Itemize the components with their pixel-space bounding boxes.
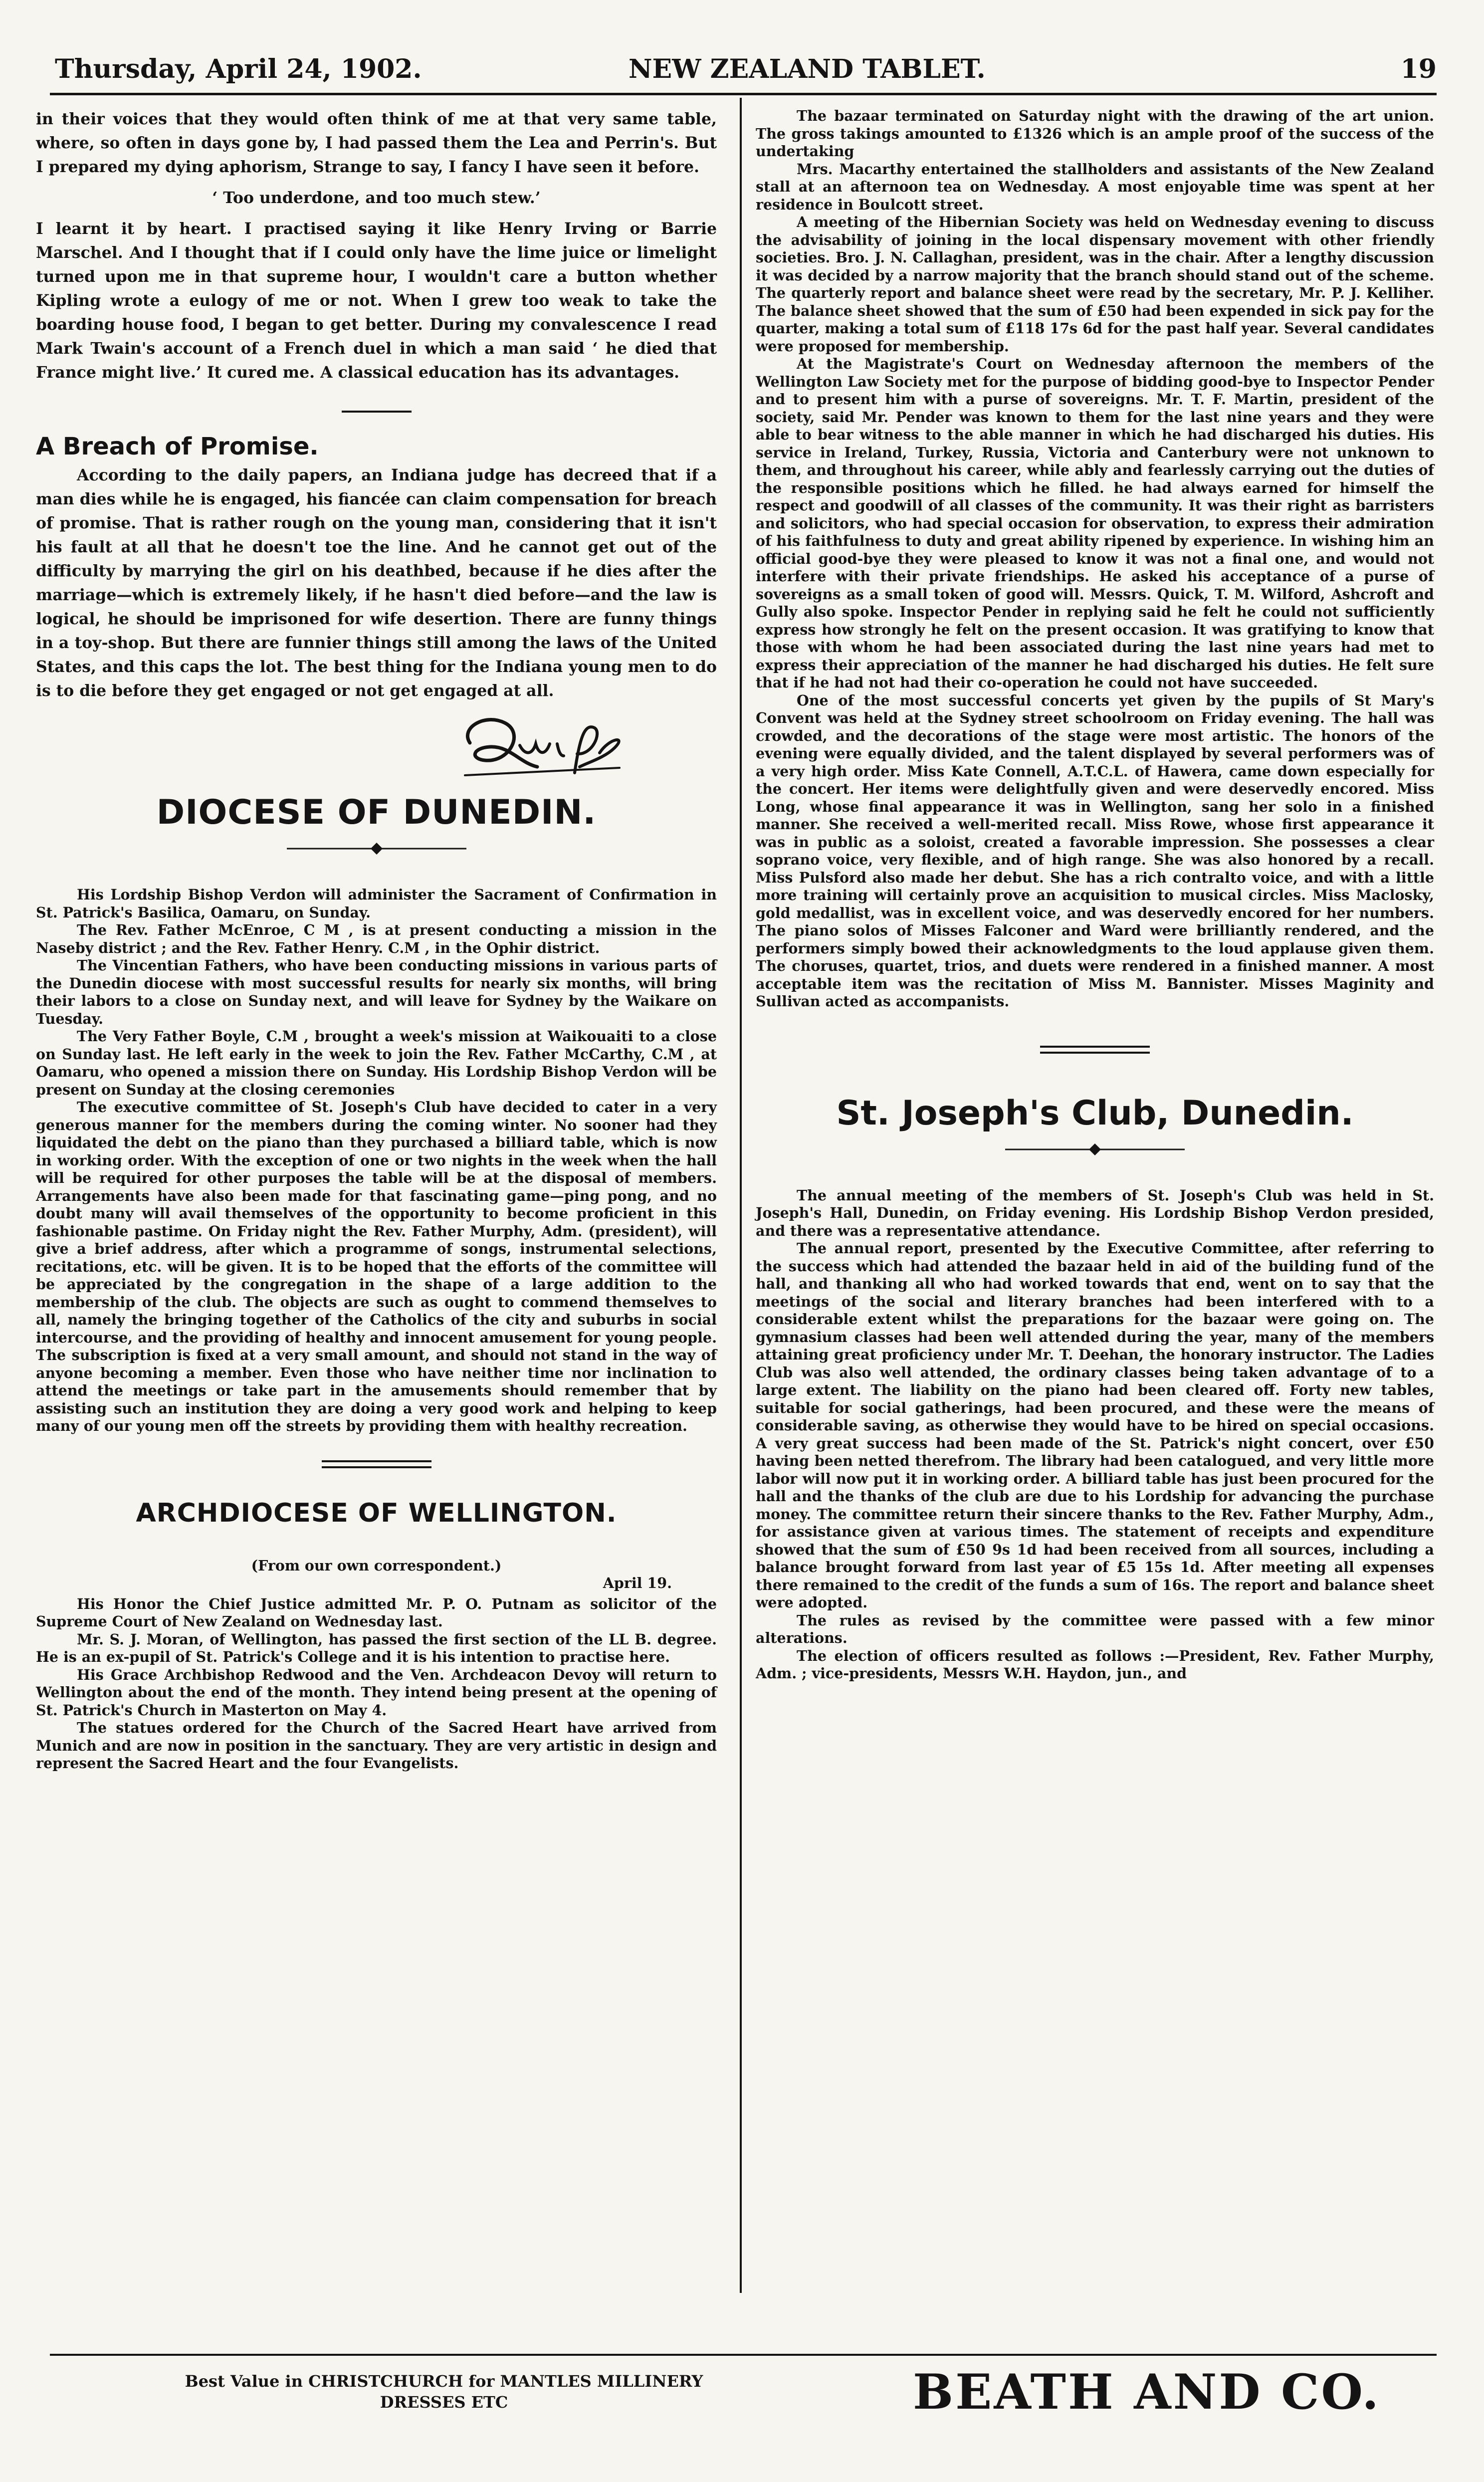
- footer-advert: [120, 2371, 768, 2413]
- aphorism-quote: ‘ Too underdone, and too much stew.’: [212, 189, 541, 207]
- wellington-continued: [756, 107, 1434, 1011]
- news-item: The executive committee of St. Joseph's Club have decided to cater in a very generous manner for the members during the coming winter. No sooner had they liquidated the debt on the piano than they purchased a billiard table, which is now in working order. With the exception of one or two nights in the week when the hall will be required for other purposes the table will be at the disposal of members. Arrangements have also been made for that fascinating game—ping pong, and no doubt many will avail themselves of the opportunity to become proficient in this fashionable pastime. On Friday night the Rev. Father Murphy, Adm. (president), will give a brief address, after which a programme of songs, instrumental selections, recitations, etc. will be given. It is to be hoped that the efforts of the committee will be appreciated by the congregation in the shape of a large addition to the membership of the club. The objects are such as ought to commend themselves to all, namely the bringing together of the Catholics of the city and suburbs in social intercourse, and the providing of healthy and innocent amusement for young people. The subscription is fixed at a very small amount, and should not stand in the way of anyone becoming a member. Even those who have neither time nor inclination to attend the meetings or take part in the amusements should remember that by assisting such an institution they are doing a very good work and helping to keep many of our young men off the streets by providing them with healthy recreation.: [36, 1099, 717, 1434]
- double-rule: [1040, 1046, 1150, 1054]
- newspaper-title: NEW ZEALAND TABLET.: [629, 54, 986, 84]
- wellington-news: [36, 1595, 717, 1773]
- correspondent-byline: (From our own correspondent.): [251, 1557, 502, 1574]
- advertiser-name: BEATH AND CO.: [913, 2364, 1381, 2420]
- right-column: [756, 107, 1434, 1683]
- advert-line-2: DRESSES ETC: [380, 2393, 508, 2412]
- news-item: The bazaar terminated on Saturday night with the drawing of the art union. The gross takings amounted to £1326 which is an ample proof of the success of the undertaking: [756, 107, 1434, 160]
- news-item: At the Magistrate's Court on Wednesday afternoon the members of the Wellington Law Society met for the purpose of bidding good-bye to Inspector Pender and to present him with a purse of sovereigns. Mr. T. F. Martin, president of the society, said Mr. Pender was known to them for the last nine years and they were able to bear witness to the able manner in which he had discharged his duties. His service in Ireland, Turkey, Russia, Victoria and Canterbury were not unknown to them, and throughout his career, while ably and fearlessly carrying out the duties of the responsible positions which he filled. he had always earned for himself the respect and goodwill of all classes of the community. It was their right as barristers and solicitors, who had special occasion for observation, to express their admiration of his faithfulness to duty and great ability ripened by experience. In wishing him an official good-bye they were pleased to know it was not a final one, and would not interfere with their private friendships. He asked his acceptance of a purse of sovereigns as a small token of good will. Messrs. Quick, T. M. Wilford, Ashcroft and Gully also spoke. Inspector Pender in replying said he felt he could not sufficiently express how strongly he felt on the present occasion. It was gratifying to know that those with whom he had been associated during the last nine years had met to express their appreciation of the manner he had discharged his duties. He felt sure that if he had not had their co-operation he could not have succeeded.: [756, 355, 1434, 691]
- column-divider: [740, 98, 742, 2293]
- news-item: His Grace Archbishop Redwood and the Ven. Archdeacon Devoy will return to Wellington about the end of the month. They intend being present at the opening of St. Patrick's Church in Masterton on May 4.: [36, 1666, 717, 1719]
- breach-heading: A Breach of Promise.: [36, 433, 319, 460]
- quips-signature: [450, 708, 630, 788]
- advert-line-1: Best Value in CHRISTCHURCH for MANTLES MILLINERY: [185, 2372, 703, 2391]
- diamond-ornament: [1005, 1142, 1185, 1157]
- double-rule: [322, 1460, 431, 1468]
- news-item: His Honor the Chief Justice admitted Mr. P. O. Putnam as solicitor of the Supreme Court of New Zealand on Wednesday last.: [36, 1595, 717, 1630]
- masthead: [50, 50, 1437, 92]
- news-item: The Very Father Boyle, C.M , brought a week's mission at Waikouaiti to a close on Sunday last. He left early in the week to join the Rev. Father McCarthy, C.M , at Oamaru, who opened a mission there on Sunday. His Lordship Bishop Verdon will be present on Sunday at the closing ceremonies: [36, 1028, 717, 1098]
- issue-date: Thursday, April 24, 1902.: [55, 54, 422, 84]
- news-item: The Vincentian Fathers, who have been conducting missions in various parts of the Dunedin diocese with most successful results for nearly six months, will bring their labors to a close on Sunday next, and will leave for Sydney by the Waikare on Tuesday.: [36, 957, 717, 1027]
- footer-rule: [50, 2354, 1437, 2356]
- news-item: His Lordship Bishop Verdon will administer the Sacrament of Confirmation in St. Patrick's Basilica, Oamaru, on Sunday.: [36, 886, 717, 921]
- news-item: Mrs. Macarthy entertained the stallholders and assistants of the New Zealand stall at an afternoon tea on Wednesday. A most enjoyable time was spent at her residence in Boulcott street.: [756, 160, 1434, 213]
- dunedin-news: [36, 886, 717, 1435]
- news-item: The annual meeting of the members of St. Joseph's Club was held in St. Joseph's Hall, Dunedin, on Friday evening. His Lordship Bishop Verdon presided, and there was a representative attendance.: [756, 1186, 1434, 1239]
- intro-paragraph-1: in their voices that they would often think of me at that very same table, where, so often in days gone by, I had passed them the Lea and Perrin's. But I prepared my dying aphorism, Strange to say, I fancy I have seen it before.: [36, 110, 717, 176]
- news-item: The annual report, presented by the Executive Committee, after referring to the success which had attended the bazaar held in aid of the building fund of the hall, and thanking all who had worked towards that end, went on to say that the meetings of the social and literary branches had been interfered with to a considerable extent whilst the preparations for the bazaar were going on. The gymnasium classes had been well attended during the year, many of the members attaining great proficiency under Mr. T. Deehan, the honorary instructor. The Ladies Club was also well attended, the ordinary classes being taken advantage of to a large extent. The liability on the piano had been cleared off. Forty new tables, suitable for social gatherings, had been procured, and these were the means of considerable saving, as otherwise they would have to be hired on special occasions. A very great success had been made of the St. Patrick's night concert, over £50 having been netted therefrom. The library had been catalogued, and very little more labor will now put it in working order. A billiard table has just been procured for the hall and the thanks of the club are due to his Lordship for advancing the purchase money. The committee return their sincere thanks to the Rev. Father Murphy, Adm., for assistance given at various times. The statement of receipts and expenditure showed that the sum of £50 9s 1d had been received from all sources, including a balance brought forward from last year of £5 15s 1d. After meeting all expenses there remained to the credit of the funds a sum of 16s. The report and balance sheet were adopted.: [756, 1240, 1434, 1611]
- section-rule: [342, 411, 412, 413]
- masthead-rule: [50, 93, 1437, 95]
- news-item: The statues ordered for the Church of the Sacred Heart have arrived from Munich and are now in position in the sanctuary. They are very artistic in design and represent the Sacred Heart and the four Evangelists.: [36, 1719, 717, 1772]
- news-item: Mr. S. J. Moran, of Wellington, has passed the first section of the LL B. degree. He is an ex-pupil of St. Patrick's College and it is his intention to practise here.: [36, 1630, 717, 1665]
- dateline: April 19.: [603, 1575, 672, 1591]
- page-number: 19: [1400, 54, 1437, 84]
- wellington-heading: ARCHDIOCESE OF WELLINGTON.: [136, 1498, 617, 1528]
- news-item: The Rev. Father McEnroe, C M , is at present conducting a mission in the Naseby district ; and the Rev. Father Henry. C.M , in the Ophir district.: [36, 921, 717, 956]
- dunedin-heading: DIOCESE OF DUNEDIN.: [156, 793, 597, 832]
- intro-paragraph-2: I learnt it by heart. I practised saying it like Henry Irving or Barrie Marschel. And I thought that if I could only have the lime juice or limelight turned upon me in that supreme hour, I wouldn't care a button whether Kipling wrote a eulogy of me or not. When I grew too weak to take the boarding house food, I began to get better. During my convalescence I read Mark Twain's account of a French duel in which a man said ‘ he died that France might live.’ It cured me. A classical education has its advantages.: [36, 220, 717, 382]
- breach-paragraph: According to the daily papers, an Indiana judge has decreed that if a man dies while he is engaged, his fiancée can claim compensation for breach of promise. That is rather rough on the young man, considering that it isn't his fault at all that he doesn't toe the line. And he cannot get out of the difficulty by marrying the girl on his deathbed, because if he dies after the marriage—which is extremely likely, if he hasn't died before—and the law is logical, he should be imprisoned for wife desertion. There are funny things in a toy-shop. But there are funnier things still among the laws of the United States, and this caps the lot. The best thing for the Indiana young men to do is to die before they get engaged or not get engaged at all.: [36, 466, 717, 700]
- signature-block: [36, 703, 717, 793]
- left-column: [36, 107, 717, 1773]
- club-report: [756, 1187, 1434, 1683]
- club-heading: St. Joseph's Club, Dunedin.: [836, 1093, 1354, 1133]
- news-item: The rules as revised by the committee were passed with a few minor alterations.: [756, 1611, 1434, 1646]
- news-item: The election of officers resulted as follows :—President, Rev. Father Murphy, Adm. ; vice-presidents, Messrs W.H. Haydon, jun., and: [756, 1647, 1434, 1682]
- news-item: A meeting of the Hibernian Society was held on Wednesday evening to discuss the advisability of joining in the local dispensary movement with other friendly societies. Bro. J. N. Callaghan, president, was in the chair. After a lengthy discussion it was decided by a narrow majority that the branch should stand out of the scheme. The quarterly report and balance sheet were read by the secretary, Mr. P. J. Kelliher. The balance sheet showed that the sum of £50 had been expended in sick pay for the quarter, making a total sum of £118 17s 6d for the past half year. Several candidates were proposed for membership.: [756, 214, 1434, 355]
- diamond-ornament: [287, 841, 466, 856]
- news-item: One of the most successful concerts yet given by the pupils of St Mary's Convent was held at the Sydney street schoolroom on Friday evening. The hall was crowded, and the decorations of the stage were most artistic. The honors of the evening were equally divided, and the talent displayed by several performers was of a very high order. Miss Kate Connell, A.T.C.L. of Hawera, came down especially for the concert. Her items were delightfully given and were deservedly encored. Miss Long, whose final appearance it was in Wellington, sang her solo in a finished manner. She received a well-merited recall. Miss Rowe, whose first appearance it was in public as a soloist, created a favorable impression. She possesses a clear soprano voice, very flexible, and of high range. She was also honored by a recall. Miss Pulsford also made her debut. She has a rich contralto voice, and with a little more training will certainly prove an acquisition to musical circles. Miss Maclosky, gold medallist, was in excellent voice, and was deservedly encored for her numbers. The piano solos of Misses Falconer and Ward were brilliantly rendered, and the performers simply bowed their acknowledgments to the loud applause given them. The choruses, quartet, trios, and duets were rendered in a finished manner. A most acceptable item was the recitation of Miss M. Bannister. Misses Maginity and Sullivan acted as accompanists.: [756, 691, 1434, 1010]
